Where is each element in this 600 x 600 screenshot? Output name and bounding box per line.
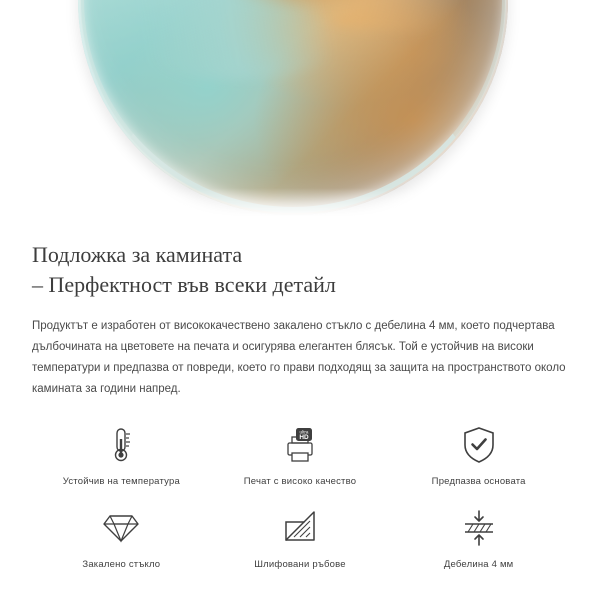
feature-item-temperature xyxy=(32,422,211,487)
feature-item-polished-edges xyxy=(211,505,390,570)
diamond-icon xyxy=(98,505,144,551)
feature-label: Устойчив на температура xyxy=(62,476,180,487)
feature-item-tempered-glass xyxy=(32,505,211,570)
svg-text:HD: HD xyxy=(299,434,309,442)
feature-label: Предпазва основата xyxy=(431,476,526,487)
thermometer-icon xyxy=(98,422,144,468)
hero-image xyxy=(0,0,600,222)
hero-fade-overlay xyxy=(0,188,600,222)
feature-label: Шлифовани ръбове xyxy=(254,559,346,570)
feature-item-protects-base xyxy=(389,422,568,487)
svg-text:ultra: ultra xyxy=(299,429,309,435)
feature-item-print-quality xyxy=(211,422,390,487)
feature-grid xyxy=(32,422,568,570)
glass-edge-graphic xyxy=(80,0,506,213)
page-title-line-2: – Перфектност във всеки детайл xyxy=(32,272,336,297)
page-title xyxy=(32,240,568,300)
content-area xyxy=(0,240,600,570)
page-title-line-1: Подложка за камината xyxy=(32,242,243,267)
thickness-arrows-icon xyxy=(456,505,502,551)
shield-check-icon xyxy=(456,422,502,468)
description-paragraph: Продуктът е изработен от висококачествено закалено стъкло с дебелина 4 мм, което подчертава дълбочината на цветовете на печата и осигурява елегантен блясък. Той е устойчив на високи температури и предпазва от повреди, което го прави подходящ за защита на пространството около камината за години напред. xyxy=(32,320,566,395)
feature-label: Дебелина 4 мм xyxy=(443,559,514,570)
feature-label: Печат с високо качество xyxy=(243,476,357,487)
feature-label: Закалено стъкло xyxy=(82,559,161,570)
feature-item-thickness xyxy=(389,505,568,570)
ultra-hd-print-icon xyxy=(277,422,323,468)
polished-edges-icon xyxy=(277,505,323,551)
